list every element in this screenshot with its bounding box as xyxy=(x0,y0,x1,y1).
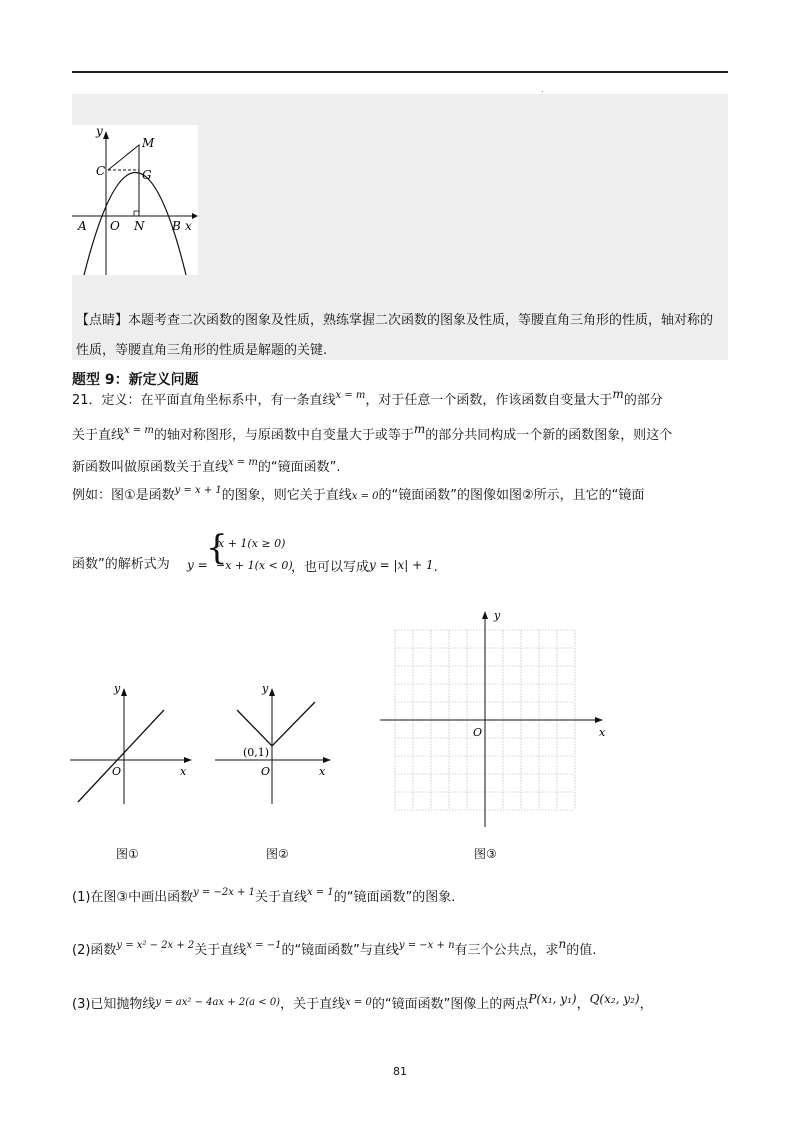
figure-3-caption: 图③ xyxy=(474,847,497,861)
math-m: m xyxy=(612,387,624,401)
text: ， xyxy=(639,997,653,1012)
text: 的“镜面函数”与直线 xyxy=(281,943,399,958)
text: ，对于任意一个函数，作该函数自变量大于 xyxy=(365,393,613,408)
section-heading: 题型 9：新定义问题 xyxy=(72,372,199,388)
header-rule xyxy=(72,71,728,73)
piecewise-brace: { xyxy=(206,528,228,568)
math-function: y = −2x + 1 xyxy=(193,887,255,898)
label-y: y xyxy=(96,125,103,138)
text: 的“镜面函数”的图象. xyxy=(333,890,456,905)
piecewise-lhs: y = xyxy=(187,558,208,572)
piecewise-case-2: −x + 1(x < 0) xyxy=(216,559,293,572)
text: 关于直线 xyxy=(72,428,125,443)
text: 函数”的解析式为 xyxy=(72,557,170,572)
math-x-eq-m: x = m xyxy=(228,457,258,468)
label-n: N xyxy=(134,219,145,233)
math-point-p: P(x₁, y₁) xyxy=(528,992,577,1006)
text: 的轴对称图形，与原函数中自变量大于或等于 xyxy=(153,428,414,443)
note-bracket: 【点睛】 xyxy=(76,313,129,328)
math-line: x = −1 xyxy=(246,940,282,951)
text: 关于直线 xyxy=(254,890,307,905)
math-point-q: Q(x₂, y₂) xyxy=(589,992,640,1006)
fig2-y-label: y xyxy=(262,682,269,695)
fig1-x-label: x xyxy=(180,765,187,778)
piecewise-case-1: x + 1(x ≥ 0) xyxy=(218,537,286,550)
label-o: O xyxy=(110,219,120,233)
text: 21．定义：在平面直角坐标系中，有一条直线 xyxy=(72,393,336,408)
label-g: G xyxy=(142,168,152,182)
text: (2)函数 xyxy=(72,943,117,958)
math-x-eq-m: x = m xyxy=(124,425,154,436)
math-function: y = x² − 2x + 2 xyxy=(116,940,195,951)
fig3-x-label: x xyxy=(599,726,606,739)
text: 的部分共同构成一个新的函数图象，则这个 xyxy=(425,428,673,443)
label-x: x xyxy=(185,219,192,233)
fig1-origin-label: O xyxy=(112,765,122,778)
fig2-point-label: (0,1) xyxy=(243,746,270,759)
label-a: A xyxy=(78,219,87,233)
math-x-eq-0: x = 0 xyxy=(351,491,379,502)
question-2 xyxy=(72,937,597,962)
label-b: B xyxy=(172,219,181,233)
fig2-x-label: x xyxy=(319,765,326,778)
text: 的图象，则它关于直线 xyxy=(221,488,352,503)
fig2-origin-label: O xyxy=(261,765,271,778)
text: 有三个公共点，求 xyxy=(454,943,559,958)
fig3-y-label: y xyxy=(494,609,501,622)
text: 的“镜面函数”的图像如图②所示，且它的“镜面 xyxy=(378,488,645,503)
figure-1 xyxy=(70,680,200,815)
text: 的部分 xyxy=(623,393,663,408)
text: 的值. xyxy=(566,943,597,958)
problem-line-2 xyxy=(72,422,673,447)
text: 的“镜面函数”图像上的两点 xyxy=(371,997,529,1012)
text: 的“镜面函数”. xyxy=(257,460,341,475)
problem-line-5 xyxy=(72,555,170,575)
label-m: M xyxy=(142,136,155,150)
question-1 xyxy=(72,888,455,909)
parabola-figure xyxy=(72,125,198,275)
fig1-y-label: y xyxy=(114,682,121,695)
fig3-origin-label: O xyxy=(473,726,483,739)
text: ，关于直线 xyxy=(280,997,346,1012)
math-line: y = −x + n xyxy=(398,940,455,951)
figure-3 xyxy=(375,605,610,830)
text: ，也可以写成 xyxy=(291,560,370,575)
math-line: x = 1 xyxy=(306,887,334,898)
math-m: m xyxy=(413,422,426,436)
solution-note xyxy=(76,306,726,366)
text: (3)已知抛物线 xyxy=(72,997,156,1012)
problem-line-4 xyxy=(72,486,644,507)
math-n: n xyxy=(558,937,567,951)
figure-2 xyxy=(215,680,340,815)
math-line: x = 0 xyxy=(345,997,372,1008)
text: 例如：图①是函数 xyxy=(72,488,175,503)
text: 关于直线 xyxy=(194,943,247,958)
text: 新函数叫做原函数关于直线 xyxy=(72,460,229,475)
text: ， xyxy=(576,997,590,1012)
text: (1)在图③中画出函数 xyxy=(72,890,194,905)
header-dot: . xyxy=(541,85,544,94)
figure-2-caption: 图② xyxy=(266,847,289,861)
problem-line-1 xyxy=(72,387,663,412)
problem-line-5-rest xyxy=(291,557,438,578)
question-3 xyxy=(72,994,653,1016)
text: . xyxy=(433,560,438,575)
page-number: 81 xyxy=(393,1065,407,1078)
label-c: C xyxy=(96,164,106,178)
note-text: 本题考查二次函数的图象及性质，熟练掌握二次函数的图象及性质，等腰直角三角形的性质，轴对称的性质，等腰直角三角形的性质是解题的关键. xyxy=(76,313,714,358)
figure-1-caption: 图① xyxy=(116,847,139,861)
problem-line-3 xyxy=(72,458,340,479)
math-x-eq-m: x = m xyxy=(335,390,366,401)
math-abs: y = |x| + 1 xyxy=(369,558,434,572)
math-y-eq-x-plus-1: y = x + 1 xyxy=(174,485,222,496)
math-parabola: y = ax² − 4ax + 2(a < 0) xyxy=(155,997,281,1008)
